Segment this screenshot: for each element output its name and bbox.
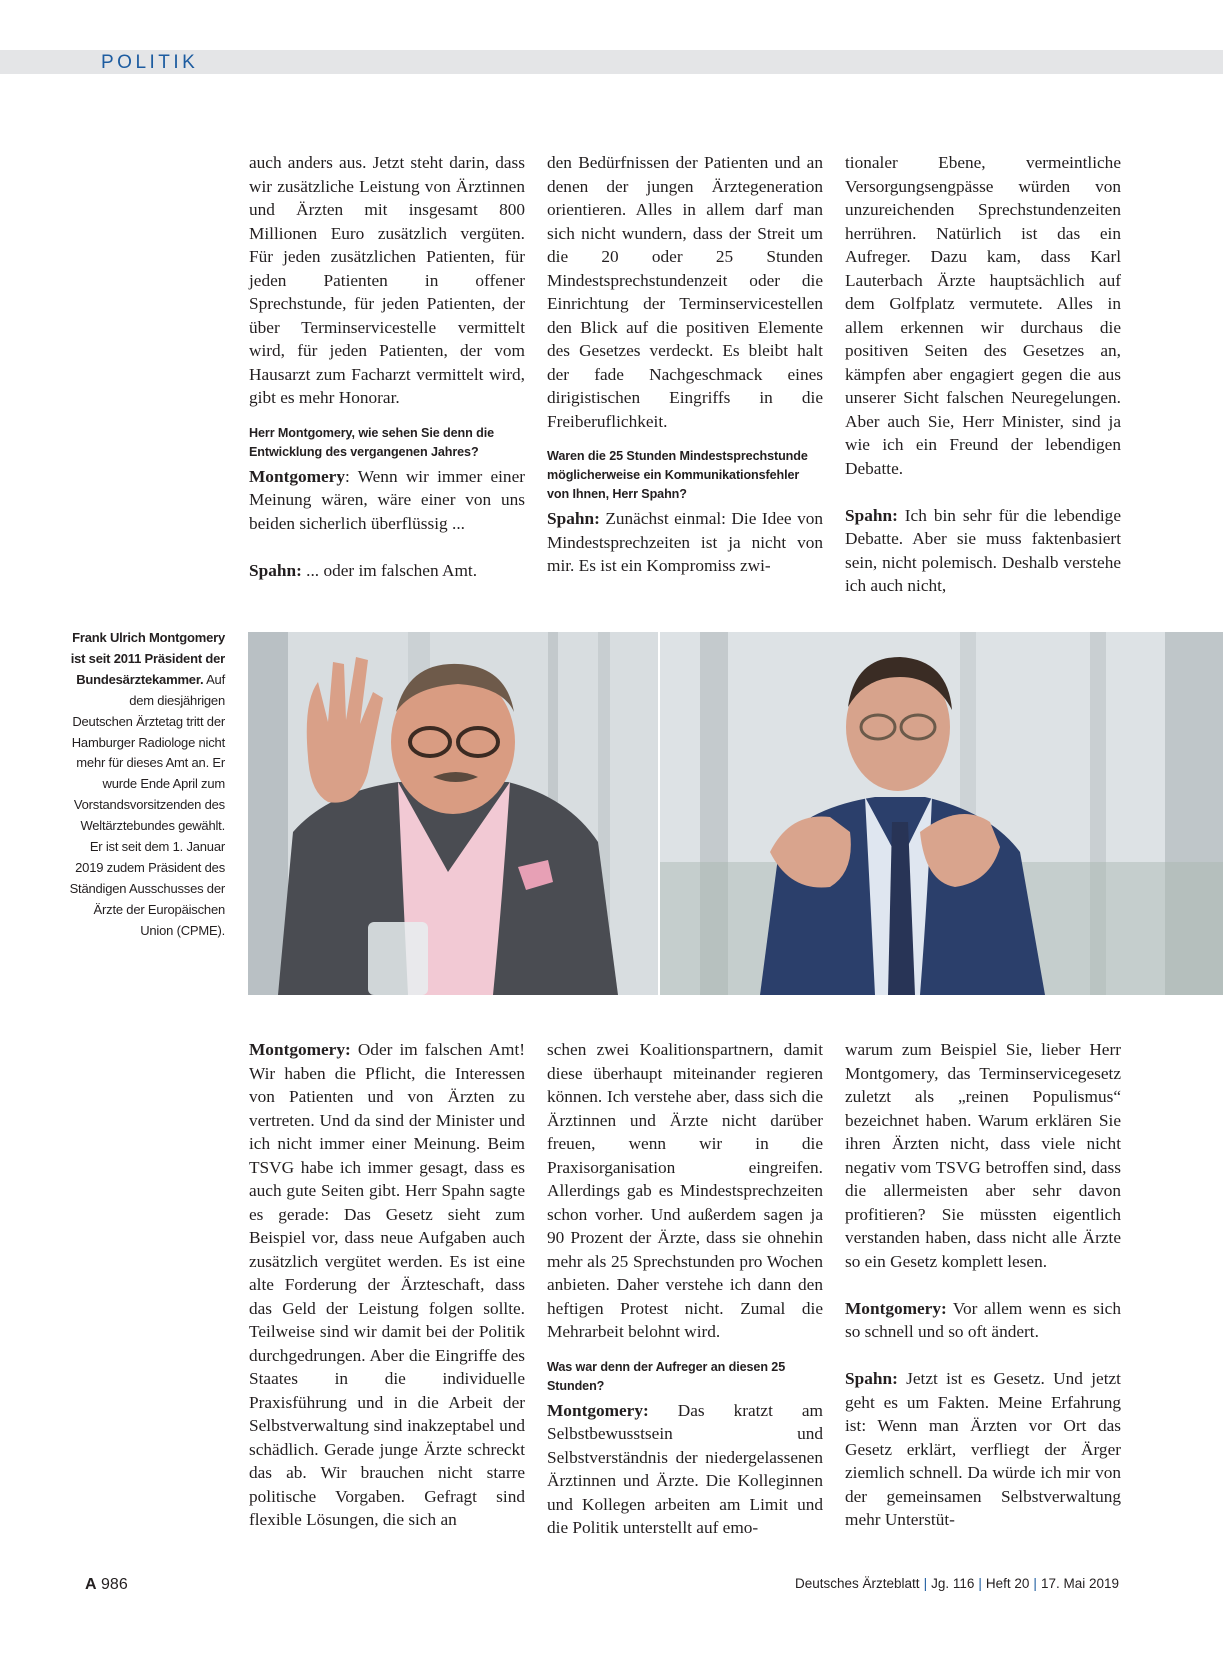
paragraph bbox=[845, 1297, 1121, 1344]
journal-issue: Heft 20 bbox=[985, 1576, 1030, 1591]
interview-photo bbox=[248, 632, 1223, 995]
text-column-bottom-1 bbox=[249, 1038, 525, 1532]
paragraph-text: ... oder im falschen Amt. bbox=[301, 560, 478, 580]
paragraph bbox=[249, 151, 525, 410]
paragraph bbox=[547, 151, 823, 433]
paragraph bbox=[547, 507, 823, 578]
journal-info bbox=[795, 1576, 1119, 1591]
photo-spahn bbox=[660, 632, 1223, 995]
paragraph bbox=[845, 504, 1121, 598]
paragraph bbox=[547, 1038, 823, 1344]
page-number bbox=[85, 1576, 128, 1594]
interview-question: Herr Montgomery, wie sehen Sie denn die Entwicklung des vergangenen Jahres? bbox=[249, 425, 494, 459]
montgomery-illustration bbox=[248, 632, 658, 995]
photo-caption bbox=[68, 628, 225, 942]
separator: | bbox=[978, 1576, 982, 1591]
paragraph bbox=[845, 1038, 1121, 1273]
speaker-name: Spahn: bbox=[845, 1369, 898, 1388]
spahn-illustration bbox=[660, 632, 1223, 995]
speaker-name: Spahn: bbox=[547, 509, 600, 528]
text-column-bottom-2 bbox=[547, 1038, 823, 1540]
paragraph-text: Vor allem wenn es sich so schnell und so oft ändert. bbox=[845, 1298, 1121, 1341]
paragraph-text: schen zwei Koalitionspartnern, damit diese überhaupt miteinander regieren können. Ich verstehe aber, dass sich die Ärztinnen und Ärzte nicht darüber freuen, wenn wir in die Praxisorganisation eingreifen. Allerdings gab es Mindestsprechzeiten schon vorher. Und außerdem sagen ja 90 Prozent der Ärzte, dass sie ohnehin mehr als 25 Sprechstunden pro Wochen anbieten. Daher verstehe ich dann den heftigen Protest nicht. Zumal die Mehrarbeit belohnt wird. bbox=[547, 1040, 823, 1341]
speaker-name: Montgomery: bbox=[249, 1040, 351, 1059]
text-column-bottom-3 bbox=[845, 1038, 1121, 1532]
speaker-name: Montgomery bbox=[249, 466, 345, 486]
paragraph-text: Jetzt ist es Gesetz. Und jetzt geht es um Fakten. Meine Erfahrung ist: Wenn man Ärzten vor Ort das Gesetz erklärt, verfliegt der Ärger ziemlich schnell. Da würde ich mir von der gemeinsamen Selbstverwaltung mehr Unterstüt- bbox=[845, 1369, 1121, 1529]
section-label: POLITIK bbox=[101, 52, 199, 73]
page-letter: A bbox=[85, 1576, 97, 1593]
paragraph-text: auch anders aus. Jetzt steht darin, dass wir zusätzliche Leistung von Ärztinnen und Ärzten mit insgesamt 800 Millionen Euro zusätzlich vergüten. Für jeden zusätzlichen Patienten, für jeden Patienten in offener Sprechstunde, für jeden Patienten, der über Terminservicestelle vermittelt wird, für jeden Patienten, der vom Hausarzt zum Facharzt vermittelt wird, gibt es mehr Honorar. bbox=[249, 153, 525, 407]
separator: | bbox=[1033, 1576, 1037, 1591]
journal-name: Deutsches Ärzteblatt bbox=[795, 1576, 920, 1591]
text-column-top-3 bbox=[845, 151, 1121, 598]
paragraph-text: warum zum Beispiel Sie, lieber Herr Montgomery, das Terminservicegesetz zuletzt als „reinen Populismus“ bezeichnet haben. Warum erklären Sie ihren Ärzten nicht, dass viele nicht negativ vom TSVG betroffen sind, dass die allermeisten aber sehr davon profitieren? Sie müssten eigentlich verstanden haben, dass nicht alle Ärzte so ein Gesetz komplett lesen. bbox=[845, 1040, 1121, 1271]
speaker-name: Montgomery: bbox=[547, 1400, 649, 1420]
text-column-top-1 bbox=[249, 151, 525, 582]
journal-volume: Jg. 116 bbox=[931, 1576, 975, 1591]
interview-question: Waren die 25 Stunden Mindestsprechstunde möglicherweise ein Kommunikationsfehler von Ihnen, Herr Spahn? bbox=[547, 449, 808, 501]
paragraph bbox=[249, 465, 525, 536]
caption-bold: Frank Ulrich Montgomery ist seit 2011 Präsident der Bundesärztekammer. bbox=[70, 630, 225, 687]
page-number-value: 986 bbox=[101, 1576, 128, 1593]
paragraph bbox=[845, 151, 1121, 480]
journal-date: 17. Mai 2019 bbox=[1040, 1576, 1119, 1591]
paragraph-text: Ich bin sehr für die lebendige Debatte. Aber sie muss faktenbasiert sein, nicht polemisch. Deshalb verstehe ich auch nicht, bbox=[845, 505, 1121, 595]
text-column-top-2 bbox=[547, 151, 823, 578]
paragraph-text: Das kratzt am Selbstbewusstsein und Selbstverständnis der niedergelassenen Ärztinnen und Ärzte. Die Kolleginnen und Kollegen arbeiten am Limit und die Politik unterstellt auf emo- bbox=[547, 1400, 823, 1537]
speaker-name: Spahn: bbox=[845, 505, 898, 525]
paragraph-text: tionaler Ebene, vermeintliche Versorgungsengpässe würden von unzureichenden Sprechstundenzeiten herrühren. Natürlich ist das ein Aufreger. Dazu kam, dass Karl Lauterbach Ärzte hauptsächlich auf dem Golfplatz vermutete. Alles in allem erkennen wir durchaus die positiven Seiten des Gesetzes an, kämpfen aber engagiert gegen die aus unserer Sicht falschen Neuregelungen. Aber auch Sie, Herr Minister, sind ja wie ich ein Freund der lebendigen Debatte. bbox=[845, 153, 1121, 478]
paragraph-text: Zunächst einmal: Die Idee von Mindestsprechzeiten ist ja nicht von mir. Es ist ein Kompromiss zwi- bbox=[547, 509, 823, 575]
speaker-name: Montgomery: bbox=[845, 1298, 947, 1318]
paragraph bbox=[249, 559, 525, 583]
paragraph bbox=[547, 1399, 823, 1540]
caption-text: Auf dem diesjährigen Deutschen Ärztetag tritt der Hamburger Radiologe nicht mehr für dieses Amt an. Er wurde Ende April zum Vorstandsvorsitzenden des Weltärztebundes gewählt. Er ist seit dem 1. Januar 2019 zudem Präsident des Ständigen Ausschusses der Ärzte der Europäischen Union (CPME). bbox=[69, 671, 225, 938]
paragraph bbox=[845, 1367, 1121, 1532]
photo-montgomery bbox=[248, 632, 658, 995]
paragraph-text: Oder im falschen Amt! Wir haben die Pflicht, die Interessen von Patienten und von Ärzten zu vertreten. Und da sind der Minister und ich nicht immer einer Meinung. Beim TSVG habe ich immer gesagt, dass es auch gute Seiten gibt. Herr Spahn sagte es gerade: Das Gesetz sieht zum Beispiel vor, dass neue Aufgaben auch zusätzlich vergütet werden. Es ist eine alte Forderung der Ärzteschaft, dass das Geld der Leistung folgen sollte. Teilweise sind wir damit bei der Politik durchgedrungen. Aber die Eingriffe des Staates in die individuelle Praxisführung und in die Arbeit der Selbstverwaltung sind inakzeptabel und schädlich. Gerade junge Ärzte schreckt das ab. Wir brauchen nicht starre politische Vorgaben. Gefragt sind flexible Lösungen, die sich an bbox=[249, 1040, 525, 1529]
paragraph bbox=[249, 1038, 525, 1532]
speaker-name: Spahn: bbox=[249, 560, 302, 580]
paragraph-text: : Wenn wir immer einer Meinung wären, wäre einer von uns beiden sicherlich überflüssig ... bbox=[249, 466, 525, 533]
paragraph-text: den Bedürfnissen der Patienten und an denen der jungen Ärztegeneration orientieren. Alles in allem darf man sich nicht wundern, dass der Streit um die 20 oder 25 Stunden Mindestsprechstundenzeit oder die Einrichtung der Terminservicestellen den Blick auf die positiven Elemente des Gesetzes verdeckt. Es bleibt halt der fade Nachgeschmack eines dirigistischen Eingriffs in die Freiberuflichkeit. bbox=[547, 153, 823, 431]
interview-question: Was war denn der Aufreger an diesen 25 Stunden? bbox=[547, 1359, 786, 1393]
separator: | bbox=[923, 1576, 928, 1591]
